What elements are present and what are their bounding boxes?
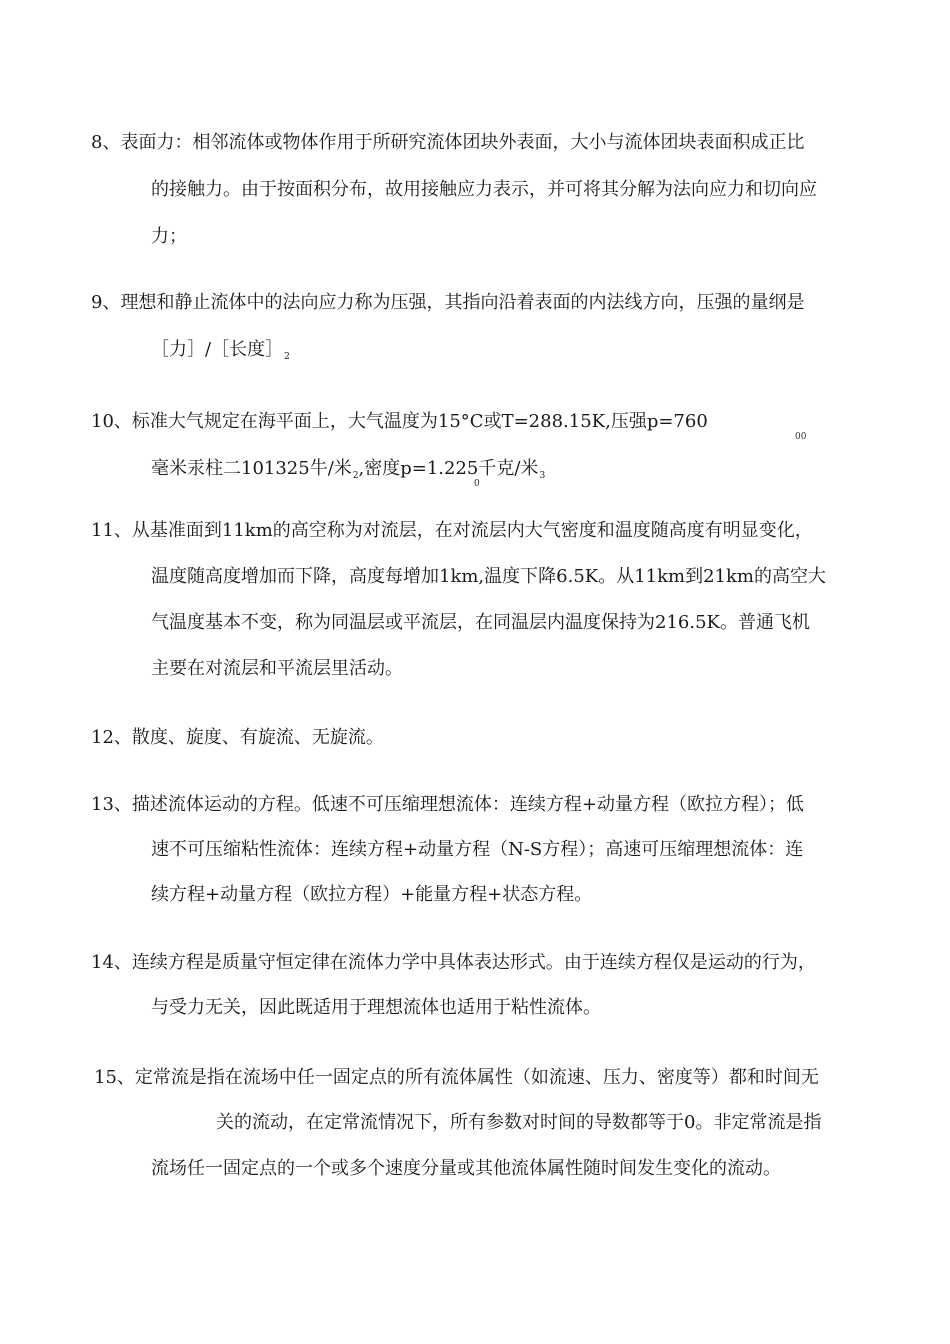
item-8-line-2: 的接触力。由于按面积分布，故用接触应力表示，并可将其分解为法向应力和切向应 bbox=[151, 179, 817, 200]
item-11-number: 11、 bbox=[91, 520, 132, 541]
item-10-number: 10、 bbox=[91, 411, 132, 432]
item-8-line-1 bbox=[91, 132, 804, 154]
item-11-line-1 bbox=[91, 520, 813, 542]
item-10-text-2: 毫米汞柱二101325牛/米 bbox=[151, 458, 352, 479]
item-9-line-1 bbox=[91, 292, 804, 314]
item-13-line-3: 续方程+动量方程（欧拉方程）+能量方程+状态方程。 bbox=[151, 884, 593, 905]
item-10-text-3: ,密度p=1.225千克/米 bbox=[358, 458, 539, 479]
item-10-line-2 bbox=[151, 458, 545, 487]
item-11-line-4: 主要在对流层和平流层里活动。 bbox=[151, 658, 403, 679]
item-11-line-3: 气温度基本不变，称为同温层或平流层，在同温层内温度保持为216.5K。普通飞机 bbox=[151, 612, 810, 633]
item-10-exponent-3: 3 bbox=[539, 471, 546, 481]
item-15-line-3: 流场任一固定点的一个或多个速度分量或其他流体属性随时间发生变化的流动。 bbox=[151, 1158, 781, 1179]
item-14-line-2: 与受力无关，因此既适用于理想流体也适用于粘性流体。 bbox=[151, 997, 601, 1018]
item-9-line-2 bbox=[151, 339, 290, 368]
item-13-line-2: 速不可压缩粘性流体：连续方程+动量方程（N-S方程）；高速可压缩理想流体：连 bbox=[151, 839, 804, 860]
item-8-number: 8、 bbox=[91, 132, 121, 153]
item-14-line-1 bbox=[91, 952, 816, 974]
item-13-number: 13、 bbox=[91, 794, 132, 815]
item-15-text-1: 定常流是指在流场中任一固定点的所有流体属性（如流速、压力、密度等）都和时间无 bbox=[134, 1067, 819, 1088]
item-11-line-2: 温度随高度增加而下降，高度每增加1km,温度下降6.5K。从11km到21km的高空大 bbox=[151, 566, 826, 587]
item-14-text-1: 连续方程是质量守恒定律在流体力学中具体表达形式。由于连续方程仅是运动的行为， bbox=[131, 952, 816, 973]
item-13-text-1: 描述流体运动的方程。低速不可压缩理想流体：连续方程+动量方程（欧拉方程）；低 bbox=[131, 794, 804, 815]
item-12-line-1 bbox=[91, 727, 384, 749]
item-13-line-1 bbox=[91, 794, 804, 816]
item-10-line-1 bbox=[91, 411, 708, 433]
item-9-text-2: ［力］/［长度］ bbox=[151, 339, 284, 360]
item-10-mark-00: 00 bbox=[795, 432, 807, 442]
item-10-text-1: 标准大气规定在海平面上，大气温度为15°C或T=288.15K,压强p=760 bbox=[131, 411, 708, 432]
item-9-number: 9、 bbox=[91, 292, 121, 313]
item-10-exponent-2: 2 bbox=[352, 471, 359, 481]
item-12-number: 12、 bbox=[91, 727, 132, 748]
item-15-line-1 bbox=[94, 1067, 819, 1089]
item-9-text-1: 理想和静止流体中的法向应力称为压强，其指向沿着表面的内法线方向，压强的量纲是 bbox=[120, 292, 805, 313]
item-10-mark-0: 0 bbox=[474, 479, 480, 489]
item-9-exponent-2: 2 bbox=[284, 352, 290, 362]
item-8-line-3: 力； bbox=[151, 226, 187, 247]
item-15-line-2: 关的流动，在定常流情况下，所有参数对时间的导数都等于0。非定常流是指 bbox=[216, 1112, 822, 1133]
item-12-text-1: 散度、旋度、有旋流、无旋流。 bbox=[131, 727, 384, 748]
item-8-text-1: 表面力：相邻流体或物体作用于所研究流体团块外表面，大小与流体团块表面积成正比 bbox=[120, 132, 805, 153]
item-14-number: 14、 bbox=[91, 952, 132, 973]
item-15-number: 15、 bbox=[94, 1067, 135, 1088]
item-11-text-1: 从基准面到11km的高空称为对流层，在对流层内大气密度和温度随高度有明显变化， bbox=[131, 520, 813, 541]
